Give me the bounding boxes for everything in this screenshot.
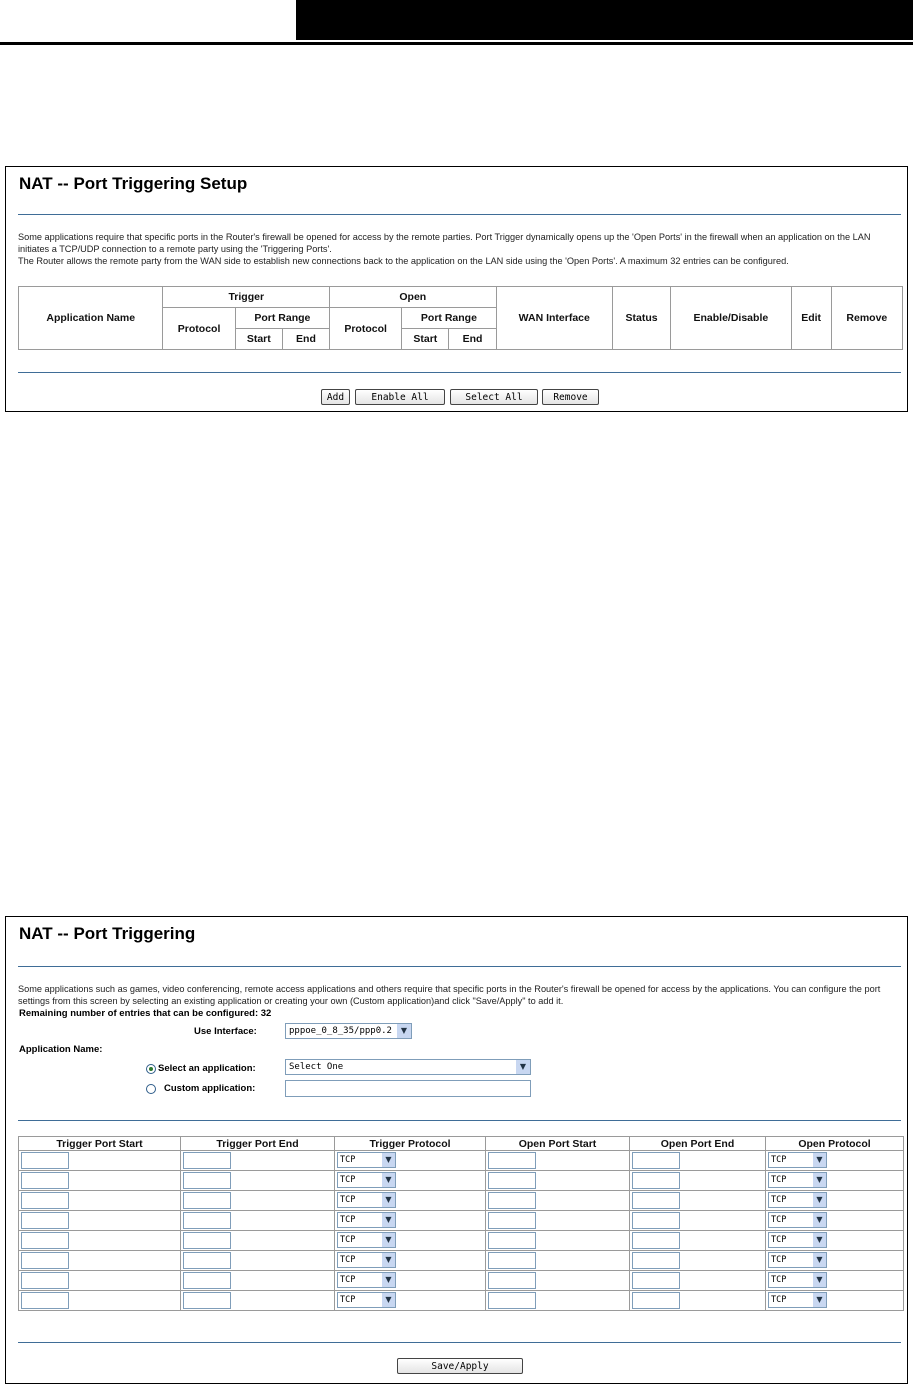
chevron-down-icon: ▼ <box>382 1193 395 1207</box>
col-trigger-start: Start <box>235 329 282 350</box>
enable-all-button[interactable]: Enable All <box>355 389 445 405</box>
table-cell <box>630 1291 766 1311</box>
port-triggering-setup-panel <box>5 166 908 412</box>
port-input[interactable] <box>632 1172 680 1189</box>
table-cell <box>19 1231 181 1251</box>
table-row <box>19 1271 904 1291</box>
port-input[interactable] <box>632 1232 680 1249</box>
description-line-1: Some applications require that specific ports in the Router's firewall be opened for access by the remote parties. Port Trigger dynamically opens up the 'Open Ports' in the firewall when an application on the LAN initiates a TCP/UDP connection to a remote party using the 'Triggering Ports'. <box>18 232 871 254</box>
port-input[interactable] <box>183 1292 231 1309</box>
port-input[interactable] <box>183 1272 231 1289</box>
col-open: Open <box>330 287 497 308</box>
table-cell <box>486 1151 630 1171</box>
col-remove: Remove <box>831 287 902 350</box>
chevron-down-icon: ▼ <box>397 1024 411 1038</box>
table-cell <box>766 1291 904 1311</box>
table-cell <box>19 1271 181 1291</box>
table-cell <box>181 1271 335 1291</box>
open-protocol-select[interactable] <box>768 1272 827 1288</box>
chevron-down-icon: ▼ <box>382 1273 395 1287</box>
table-cell <box>766 1191 904 1211</box>
trigger-protocol-select[interactable] <box>337 1152 396 1168</box>
table-row <box>19 1291 904 1311</box>
chevron-down-icon: ▼ <box>813 1233 826 1247</box>
chevron-down-icon: ▼ <box>516 1060 530 1074</box>
chevron-down-icon: ▼ <box>813 1213 826 1227</box>
table-cell <box>19 1171 181 1191</box>
chevron-down-icon: ▼ <box>813 1253 826 1267</box>
port-input[interactable] <box>183 1172 231 1189</box>
port-input[interactable] <box>488 1232 536 1249</box>
table-cell <box>766 1231 904 1251</box>
port-input[interactable] <box>488 1212 536 1229</box>
divider <box>18 1342 901 1343</box>
table-cell <box>181 1151 335 1171</box>
remove-button[interactable]: Remove <box>542 389 599 405</box>
col-open-start: Start <box>402 329 449 350</box>
port-input[interactable] <box>488 1272 536 1289</box>
port-input[interactable] <box>632 1292 680 1309</box>
table-spacer <box>19 350 903 361</box>
select-application-label: Select an application: <box>158 1063 256 1074</box>
table-cell <box>335 1151 486 1171</box>
table-cell <box>630 1171 766 1191</box>
table-cell <box>630 1251 766 1271</box>
protocol-value: TCP <box>771 1175 787 1185</box>
protocol-value: TCP <box>771 1235 787 1245</box>
trigger-protocol-select[interactable] <box>337 1292 396 1308</box>
col-open-protocol: Protocol <box>330 308 402 350</box>
chevron-down-icon: ▼ <box>382 1153 395 1167</box>
table-cell <box>335 1291 486 1311</box>
port-input[interactable] <box>488 1152 536 1169</box>
protocol-value: TCP <box>340 1215 356 1225</box>
port-input[interactable] <box>21 1292 69 1309</box>
protocol-value: TCP <box>340 1295 356 1305</box>
table-cell <box>486 1271 630 1291</box>
use-interface-label: Use Interface: <box>194 1026 257 1037</box>
chevron-down-icon: ▼ <box>813 1153 826 1167</box>
port-triggering-form-panel <box>5 916 908 1384</box>
port-input[interactable] <box>488 1252 536 1269</box>
port-input[interactable] <box>21 1252 69 1269</box>
open-protocol-select[interactable] <box>768 1252 827 1268</box>
port-input[interactable] <box>632 1272 680 1289</box>
trigger-protocol-select[interactable] <box>337 1172 396 1188</box>
custom-application-input[interactable] <box>285 1080 531 1097</box>
divider <box>18 1120 901 1121</box>
table-cell <box>335 1191 486 1211</box>
table-row <box>19 1171 904 1191</box>
port-input[interactable] <box>488 1172 536 1189</box>
table-cell <box>181 1171 335 1191</box>
table-cell <box>19 1291 181 1311</box>
port-input[interactable] <box>488 1192 536 1209</box>
port-input[interactable] <box>488 1292 536 1309</box>
table-cell <box>181 1251 335 1271</box>
protocol-value: TCP <box>771 1195 787 1205</box>
protocol-value: TCP <box>340 1255 356 1265</box>
port-input[interactable] <box>183 1192 231 1209</box>
col-trigger-port-range: Port Range <box>235 308 329 329</box>
table-cell <box>335 1231 486 1251</box>
table-cell <box>19 1191 181 1211</box>
trigger-protocol-select[interactable] <box>337 1252 396 1268</box>
application-name-label: Application Name: <box>19 1044 103 1055</box>
page-title: NAT -- Port Triggering Setup <box>19 174 248 193</box>
port-input[interactable] <box>21 1272 69 1289</box>
chevron-down-icon: ▼ <box>813 1173 826 1187</box>
table-cell <box>335 1271 486 1291</box>
table-cell <box>486 1251 630 1271</box>
protocol-value: TCP <box>771 1215 787 1225</box>
chevron-down-icon: ▼ <box>813 1293 826 1307</box>
trigger-protocol-select[interactable] <box>337 1212 396 1228</box>
table-cell <box>766 1211 904 1231</box>
open-protocol-select[interactable] <box>768 1152 827 1168</box>
col-application-name: Application Name <box>19 287 163 350</box>
table-cell <box>630 1151 766 1171</box>
col-header: Trigger Port End <box>181 1137 335 1151</box>
col-open-end: End <box>449 329 496 350</box>
trigger-protocol-select[interactable] <box>337 1232 396 1248</box>
table-cell <box>181 1191 335 1211</box>
remaining-entries: Remaining number of entries that can be configured: 32 <box>19 1008 272 1019</box>
port-input[interactable] <box>632 1252 680 1269</box>
table-cell <box>486 1291 630 1311</box>
table-row <box>19 1191 904 1211</box>
port-input[interactable] <box>21 1212 69 1229</box>
table-cell <box>766 1251 904 1271</box>
port-input[interactable] <box>21 1232 69 1249</box>
radio-icon[interactable] <box>146 1084 156 1094</box>
protocol-value: TCP <box>340 1175 356 1185</box>
col-header: Open Port Start <box>486 1137 630 1151</box>
table-cell <box>766 1151 904 1171</box>
table-cell <box>335 1251 486 1271</box>
use-interface-select[interactable] <box>285 1023 412 1039</box>
custom-application-label: Custom application: <box>164 1083 256 1094</box>
col-wan-interface: WAN Interface <box>496 287 612 350</box>
chevron-down-icon: ▼ <box>382 1173 395 1187</box>
description <box>18 231 899 267</box>
protocol-value: TCP <box>340 1155 356 1165</box>
col-trigger-end: End <box>282 329 329 350</box>
table-cell <box>486 1211 630 1231</box>
table-cell <box>630 1191 766 1211</box>
table-cell <box>486 1171 630 1191</box>
port-input[interactable] <box>632 1192 680 1209</box>
col-trigger-protocol: Protocol <box>163 308 235 350</box>
col-trigger: Trigger <box>163 287 330 308</box>
col-edit: Edit <box>791 287 831 350</box>
table-cell <box>766 1171 904 1191</box>
port-input[interactable] <box>632 1212 680 1229</box>
protocol-value: TCP <box>771 1295 787 1305</box>
port-rules-table <box>18 1136 904 1311</box>
select-all-button[interactable]: Select All <box>450 389 538 405</box>
application-select-value: Select One <box>289 1062 344 1072</box>
port-input[interactable] <box>183 1152 231 1169</box>
table-cell <box>181 1211 335 1231</box>
divider <box>18 214 901 215</box>
header-rule <box>0 42 913 45</box>
description: Some applications such as games, video conferencing, remote access applications and others require that specific ports in the Router's firewall be opened for access by the applications. You can configure the port settings from this screen by selecting an existing application or creating your own (Custom application)and click "Save/Apply" to add it. <box>18 984 881 1006</box>
open-protocol-select[interactable] <box>768 1172 827 1188</box>
open-protocol-select[interactable] <box>768 1192 827 1208</box>
protocol-value: TCP <box>771 1275 787 1285</box>
table-cell <box>19 1151 181 1171</box>
description-line-2: The Router allows the remote party from the WAN side to establish new connections back to the application on the LAN side using the 'Open Ports'. A maximum 32 entries can be configured. <box>18 256 789 266</box>
port-input[interactable] <box>21 1192 69 1209</box>
divider <box>18 966 901 967</box>
table-row <box>19 1231 904 1251</box>
chevron-down-icon: ▼ <box>813 1193 826 1207</box>
table-cell <box>19 1251 181 1271</box>
table-cell <box>19 1211 181 1231</box>
col-header: Trigger Protocol <box>335 1137 486 1151</box>
col-open-port-range: Port Range <box>402 308 496 329</box>
table-cell <box>335 1171 486 1191</box>
col-status: Status <box>612 287 670 350</box>
col-header: Open Port End <box>630 1137 766 1151</box>
table-cell <box>335 1211 486 1231</box>
application-select[interactable] <box>285 1059 531 1075</box>
header-bar <box>296 0 913 40</box>
table-cell <box>486 1231 630 1251</box>
port-trigger-table <box>18 286 903 360</box>
table-cell <box>630 1211 766 1231</box>
table-row <box>19 1211 904 1231</box>
table-cell <box>486 1191 630 1211</box>
protocol-value: TCP <box>771 1155 787 1165</box>
port-input[interactable] <box>21 1172 69 1189</box>
table-row <box>19 1251 904 1271</box>
chevron-down-icon: ▼ <box>382 1253 395 1267</box>
add-button[interactable]: Add <box>321 389 350 405</box>
col-header: Trigger Port Start <box>19 1137 181 1151</box>
table-cell <box>766 1271 904 1291</box>
protocol-value: TCP <box>340 1195 356 1205</box>
save-apply-button[interactable]: Save/Apply <box>397 1358 523 1374</box>
open-protocol-select[interactable] <box>768 1292 827 1308</box>
table-cell <box>630 1231 766 1251</box>
protocol-value: TCP <box>771 1255 787 1265</box>
chevron-down-icon: ▼ <box>382 1233 395 1247</box>
chevron-down-icon: ▼ <box>382 1293 395 1307</box>
port-input[interactable] <box>21 1152 69 1169</box>
divider <box>18 372 901 373</box>
page-title: NAT -- Port Triggering <box>19 924 196 943</box>
protocol-value: TCP <box>340 1275 356 1285</box>
port-input[interactable] <box>183 1212 231 1229</box>
chevron-down-icon: ▼ <box>382 1213 395 1227</box>
port-input[interactable] <box>183 1252 231 1269</box>
trigger-protocol-select[interactable] <box>337 1272 396 1288</box>
port-input[interactable] <box>632 1152 680 1169</box>
port-input[interactable] <box>183 1232 231 1249</box>
table-cell <box>181 1291 335 1311</box>
col-header: Open Protocol <box>766 1137 904 1151</box>
col-enable-disable: Enable/Disable <box>671 287 791 350</box>
open-protocol-select[interactable] <box>768 1232 827 1248</box>
open-protocol-select[interactable] <box>768 1212 827 1228</box>
chevron-down-icon: ▼ <box>813 1273 826 1287</box>
table-cell <box>181 1231 335 1251</box>
protocol-value: TCP <box>340 1235 356 1245</box>
table-row <box>19 1151 904 1171</box>
trigger-protocol-select[interactable] <box>337 1192 396 1208</box>
table-cell <box>630 1271 766 1291</box>
radio-icon[interactable] <box>146 1064 156 1074</box>
use-interface-value: pppoe_0_8_35/ppp0.2 <box>289 1026 392 1036</box>
